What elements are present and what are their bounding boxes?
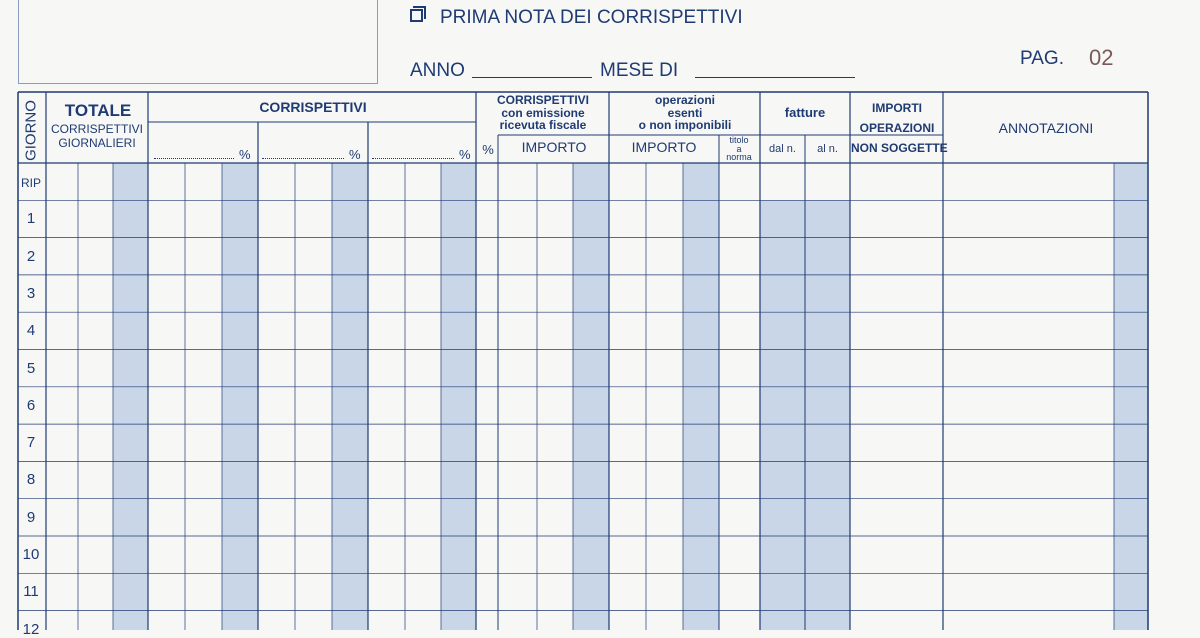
rate-field-2 [262,158,344,159]
esenti-header-2: esenti [667,106,703,120]
day-label: 5 [26,359,36,377]
day-label: 3 [26,284,36,302]
totale-sub2: GIORNALIERI [58,136,136,150]
shaded-column [573,163,609,630]
day-label: 11 [23,583,39,601]
day-label: 4 [26,322,36,340]
form-title: PRIMA NOTA DEI CORRISPETTIVI [440,7,743,28]
anno-label: ANNO [410,60,465,81]
esenti-header-3: o non imponibili [638,118,732,132]
fatture-header: fatture [784,105,826,120]
page-number: 02 [1089,45,1114,70]
mese-label: MESE DI [600,60,679,81]
day-label: 10 [22,546,40,563]
shaded-column [441,163,476,630]
day-label: RIP [20,176,41,190]
totale-header: TOTALE [64,101,132,120]
fatture-dal: dal n. [769,143,796,155]
totale-sub1: CORRISPETTIVI [50,122,143,136]
esenti-importo: IMPORTO [631,139,697,155]
annotazioni-header: ANNOTAZIONI [998,120,1094,136]
day-label: 6 [26,396,36,414]
rate-field-1 [154,158,234,159]
titolo-3: norma [726,152,752,162]
importi-header-1: IMPORTI [872,101,922,115]
ricevuta-importo: IMPORTO [521,139,587,155]
ricevuta-header-1: CORRISPETTIVI [496,93,589,107]
ricevuta-header-2: con emissione [501,106,585,120]
fatture-al: al n. [817,143,838,155]
shaded-column [683,163,719,630]
giorno-header: GIORNO [22,100,40,161]
pct-sign-1: % [239,147,251,162]
ricevuta-header-3: ricevuta fiscale [499,118,587,132]
shaded-column [332,163,368,630]
shaded-column [1114,163,1148,630]
importi-header-2: OPERAZIONI [859,121,935,135]
rate-field-3 [372,158,454,159]
shaded-column [222,163,258,630]
importi-header-3: NON SOGGETTE [851,141,948,155]
esenti-header-1: operazioni [654,93,715,107]
day-label: 12 [22,620,40,638]
pct-sign-2: % [349,147,361,162]
day-label: 7 [26,434,36,452]
corrispettivi-header: CORRISPETTIVI [259,99,367,115]
day-label: 8 [26,471,36,489]
day-label: 1 [26,210,36,228]
page-label: PAG. [1020,48,1064,69]
titolo-1: titolo [729,135,749,145]
shaded-column [113,163,148,630]
ricevuta-pct: % [482,142,494,157]
pct-sign-3: % [459,147,471,162]
titolo-2: a [736,144,742,154]
day-label: 9 [26,508,36,526]
day-label: 2 [26,247,36,265]
